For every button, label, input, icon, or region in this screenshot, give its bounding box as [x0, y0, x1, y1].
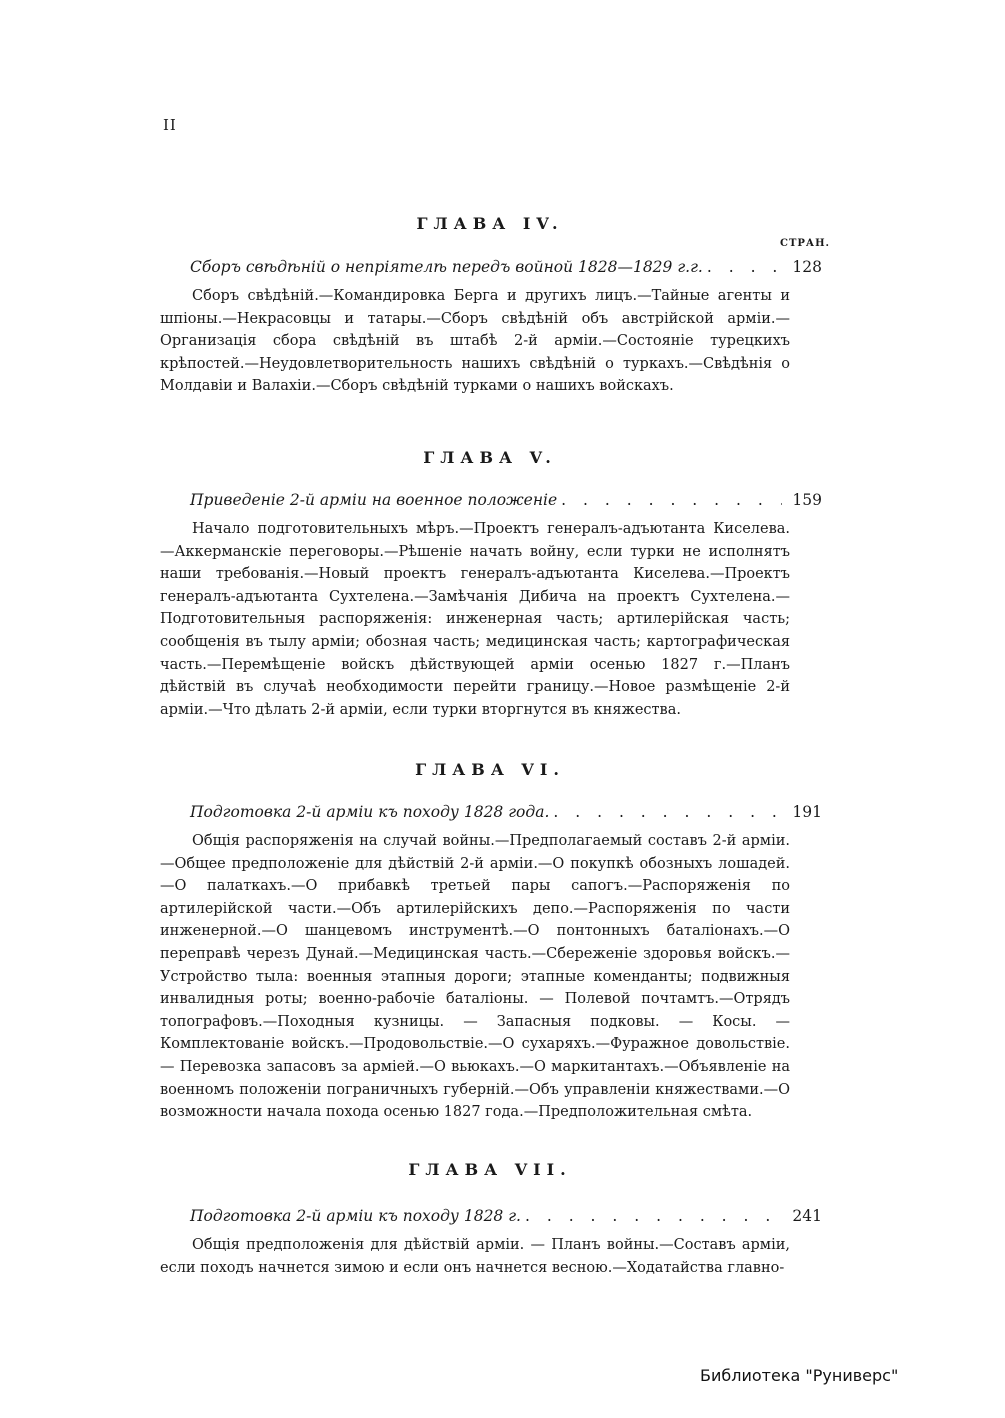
chapter-title: Сборъ свѣдѣній о непріятелѣ передъ войной 1828—1829 г.г. [190, 258, 703, 276]
chapter-heading: ГЛАВА IV. [416, 214, 564, 233]
toc-entry[interactable] [190, 1207, 822, 1225]
toc-entry[interactable] [190, 491, 822, 509]
chapter-summary: Начало подготовительныхъ мѣръ.—Проектъ генералъ-адъютанта Киселева.—Аккерманскіе переговоры.—Рѣшеніе начать войну, если турки не исполнятъ наши требованія.—Новый проектъ генералъ-адъютанта Киселева.—Проектъ генералъ-адъютанта Сухтелена.—Замѣчанія Дибича на проектъ Сухтелена.—Подготовительныя распоряженія: инженерная часть; артилерійская часть; сообщенія въ тылу арміи; обозная часть; медицинская часть; картографическая часть.—Перемѣщеніе войскъ дѣйствующей арміи осенью 1827 г.—Планъ дѣйствій въ случаѣ необходимости перейти границу.—Новое размѣщеніе 2-й арміи.—Что дѣлать 2-й арміи, если турки вторгнутся въ княжества. [160, 521, 790, 718]
chapter-summary: Общія распоряженія на случай войны.—Предполагаемый составъ 2-й арміи.—Общее предположеніе для дѣйствій 2-й арміи.—О покупкѣ обозныхъ лошадей.—О палаткахъ.—О прибавкѣ третьей пары сапогъ.—Распоряженія по артилерійской части.—Объ артилерійскихъ депо.—Распоряженія по части инженерной.—О шанцевомъ инструментѣ.—О понтонныхъ баталіонахъ.—О переправѣ черезъ Дунай.—Медицинская часть.—Сбереженіе здоровья войскъ.—Устройство тыла: военныя этапныя дороги; этапные коменданты; подвижныя инвалидныя роты; военно-рабочіе баталіоны. — Полевой почтамтъ.—Отрядъ топографовъ.—Походныя кузницы. — Запасныя подковы. — Косы. — Комплектованіе войскъ.—Продовольствіе.—О сухаряхъ.—Фуражное довольствіе. — Перевозка запасовъ за арміей.—О вьюкахъ.—О маркитантахъ.—Объявленіе на военномъ положеніи пограничныхъ губерній.—Объ управленіи княжествами.—О возможности начала похода осенью 1827 года.—Предположительная смѣта. [160, 833, 790, 1121]
page-number: II [163, 116, 177, 134]
chapter-title: Подготовка 2-й арміи къ походу 1828 г. [190, 1207, 521, 1225]
chapter-heading: ГЛАВА VII. [408, 1160, 572, 1179]
chapter-page-number: 191 [792, 803, 822, 821]
chapter-title: Приведеніе 2-й арміи на военное положеніе [190, 491, 558, 509]
chapter-summary: Общія предположенія для дѣйствій арміи. — Планъ войны.—Составъ арміи, если походъ начнется зимою и если онъ начнется весною.—Ходатайства главно- [160, 1237, 790, 1276]
chapter-heading: ГЛАВА V. [423, 448, 557, 467]
library-watermark: Библиотека "Руниверс" [700, 1366, 899, 1385]
dot-leader [703, 258, 783, 276]
dot-leader [549, 803, 782, 821]
chapter-page-number: 128 [792, 258, 822, 276]
page-column-label: СТРАН. [780, 238, 830, 249]
toc-entry[interactable] [190, 258, 822, 276]
dot-leader [557, 491, 782, 509]
chapter-page-number: 159 [792, 491, 822, 509]
dot-leader [521, 1207, 782, 1225]
chapter-summary: Сборъ свѣдѣній.—Командировка Берга и другихъ лицъ.—Тайные агенты и шпіоны.—Некрасовцы и татары.—Сборъ свѣдѣній объ австрійской арміи.—Организація сбора свѣдѣній въ штабѣ 2-й арміи.—Состояніе турецкихъ крѣпостей.—Неудовлетворительность нашихъ свѣдѣній о туркахъ.—Свѣдѣнія о Молдавіи и Валахіи.—Сборъ свѣдѣній турками о нашихъ войскахъ. [160, 288, 790, 395]
chapter-heading: ГЛАВА VI. [415, 760, 565, 779]
chapter-page-number: 241 [792, 1207, 822, 1225]
toc-entry[interactable] [190, 803, 822, 821]
chapter-title: Подготовка 2-й арміи къ походу 1828 года. [190, 803, 550, 821]
